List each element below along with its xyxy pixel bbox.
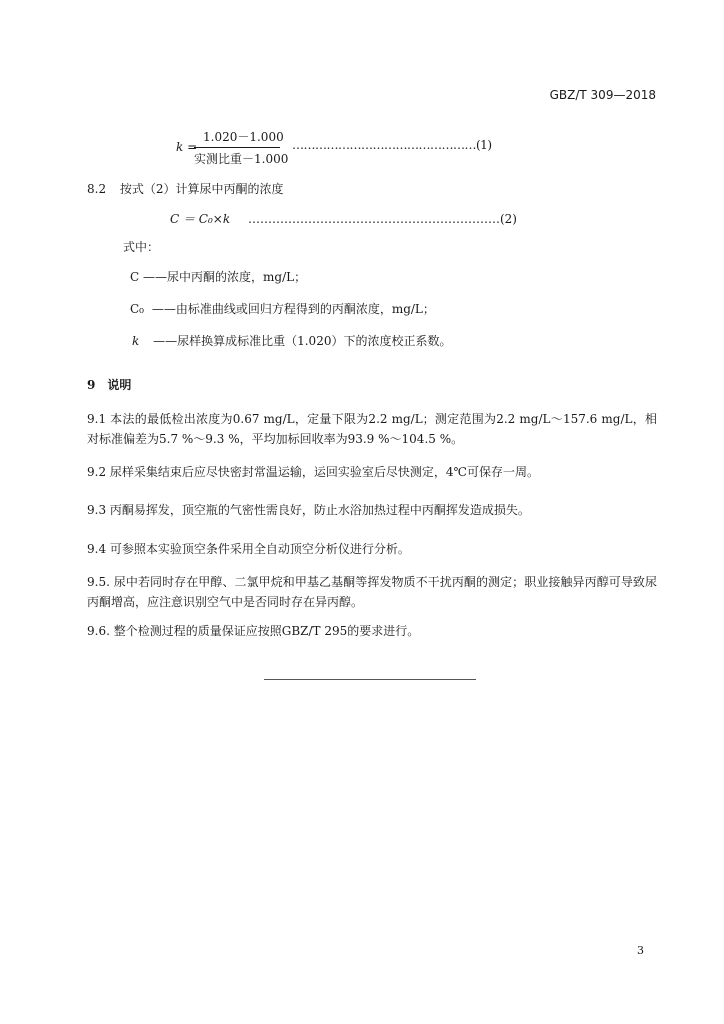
note-text: 尿样采集结束后应尽快密封常温运输，运回实验室后尽快测定，4℃可保存一周。: [109, 465, 539, 479]
note-text: 尿中若同时存在甲醇、二氯甲烷和甲基乙基酮等挥发物质不干扰丙酮的测定；职业接触异丙醇可导致尿丙酮增高，应注意识别空气中是否同时存在异丙醇。: [87, 575, 657, 609]
note-text: 本法的最低检出浓度为0.67 mg/L，定量下限为2.2 mg/L；测定范围为2.2 mg/L～157.6 mg/L，相对标准偏差为5.7 %～9.3 %，平均加标回收率为93.9 %～104.5 %。: [87, 412, 657, 446]
note-text: 丙酮易挥发，顶空瓶的气密性需良好，防止水浴加热过程中丙酮挥发造成损失。: [109, 503, 530, 517]
variable-description: ——尿样换算成标准比重（1.020）下的浓度校正系数。: [153, 334, 452, 348]
variable-def-c: [130, 268, 306, 285]
end-divider: [264, 679, 476, 680]
section-text: 按式（2）计算尿中丙酮的浓度: [119, 182, 284, 196]
page-number: 3: [637, 944, 644, 957]
formula-2: [170, 210, 517, 227]
section-number: 8.2: [87, 182, 107, 196]
note-number: 9.1: [87, 412, 107, 426]
variable-description: ——尿中丙酮的浓度，mg/L；: [143, 270, 307, 284]
note-number: 9.5.: [87, 575, 110, 589]
formula-1-lhs: k =: [176, 140, 198, 154]
note-9-3: [87, 500, 657, 520]
formula-2-leader: ………………………………………………………(2): [247, 212, 517, 226]
formula-1: [176, 128, 506, 168]
section-8-2: [87, 180, 284, 197]
variable-symbol: C₀: [130, 302, 144, 316]
variable-symbol: C: [130, 270, 140, 284]
formula-1-denominator: 实测比重－1.000: [194, 152, 289, 166]
fraction-bar: [194, 147, 280, 148]
variable-def-c0: [130, 300, 435, 317]
note-number: 9.3: [87, 503, 107, 517]
note-9-2: [87, 462, 657, 482]
note-9-5: [87, 572, 657, 612]
formula-1-leader: …………………………………………(1): [292, 138, 492, 152]
note-9-4: [87, 539, 657, 559]
note-number: 9.6.: [87, 624, 110, 638]
note-text: 可参照本实验顶空条件采用全自动顶空分析仪进行分析。: [109, 542, 410, 556]
note-number: 9.2: [87, 465, 107, 479]
formula-1-numerator: 1.020－1.000: [203, 130, 284, 144]
variable-description: ——由标准曲线或回归方程得到的丙酮浓度，mg/L；: [151, 302, 435, 316]
note-9-6: [87, 621, 657, 641]
section-9-title: 9 说明: [87, 378, 132, 392]
variable-def-k: [132, 332, 451, 349]
note-9-1: [87, 409, 657, 449]
note-text: 整个检测过程的质量保证应按照GBZ/T 295的要求进行。: [113, 624, 420, 638]
where-label: 式中：: [123, 240, 160, 254]
document-code-header: GBZ/T 309—2018: [549, 88, 656, 102]
note-number: 9.4: [87, 542, 107, 556]
formula-2-expr: C ＝ C₀×k: [170, 212, 231, 226]
variable-symbol: k: [132, 334, 140, 348]
